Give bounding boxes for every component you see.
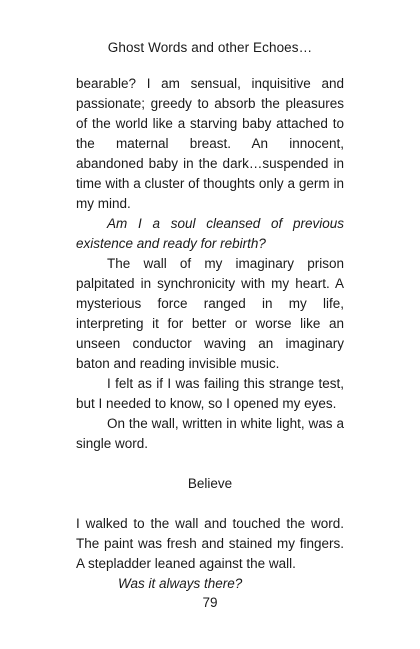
- paragraph-touched-word: I walked to the wall and touched the word. The paint was fresh and stained my fingers. A stepladder leaned against the wall.: [76, 516, 344, 571]
- paragraph-italic-question: Am I a soul cleansed of previous existence and ready for rebirth?: [76, 216, 344, 251]
- paragraph-failing-test: I felt as if I was failing this strange test, but I needed to know, so I opened my eyes.: [76, 376, 344, 411]
- centered-word: Believe: [187, 476, 233, 491]
- page-number: 79: [202, 595, 218, 610]
- paragraph-wall-prison: The wall of my imaginary prison palpitated in synchronicity with my heart. A mysterious force ranged in my life, interpreting it for better or worse like an unseen conductor waving an imaginary baton and reading invisible music.: [76, 256, 344, 371]
- paragraph-continued: bearable? I am sensual, inquisitive and passionate; greedy to absorb the pleasures of the world like a starving baby attached to the maternal breast. An innocent, abandoned baby in the dark…suspended in time with a cluster of thoughts only a germ in my mind.: [76, 76, 344, 211]
- paragraph-single-word: On the wall, written in white light, was a single word.: [76, 416, 344, 451]
- paragraph-italic-closing: Was it always there?: [118, 576, 243, 591]
- body-text: [76, 74, 344, 594]
- running-head: Ghost Words and other Echoes…: [107, 40, 313, 55]
